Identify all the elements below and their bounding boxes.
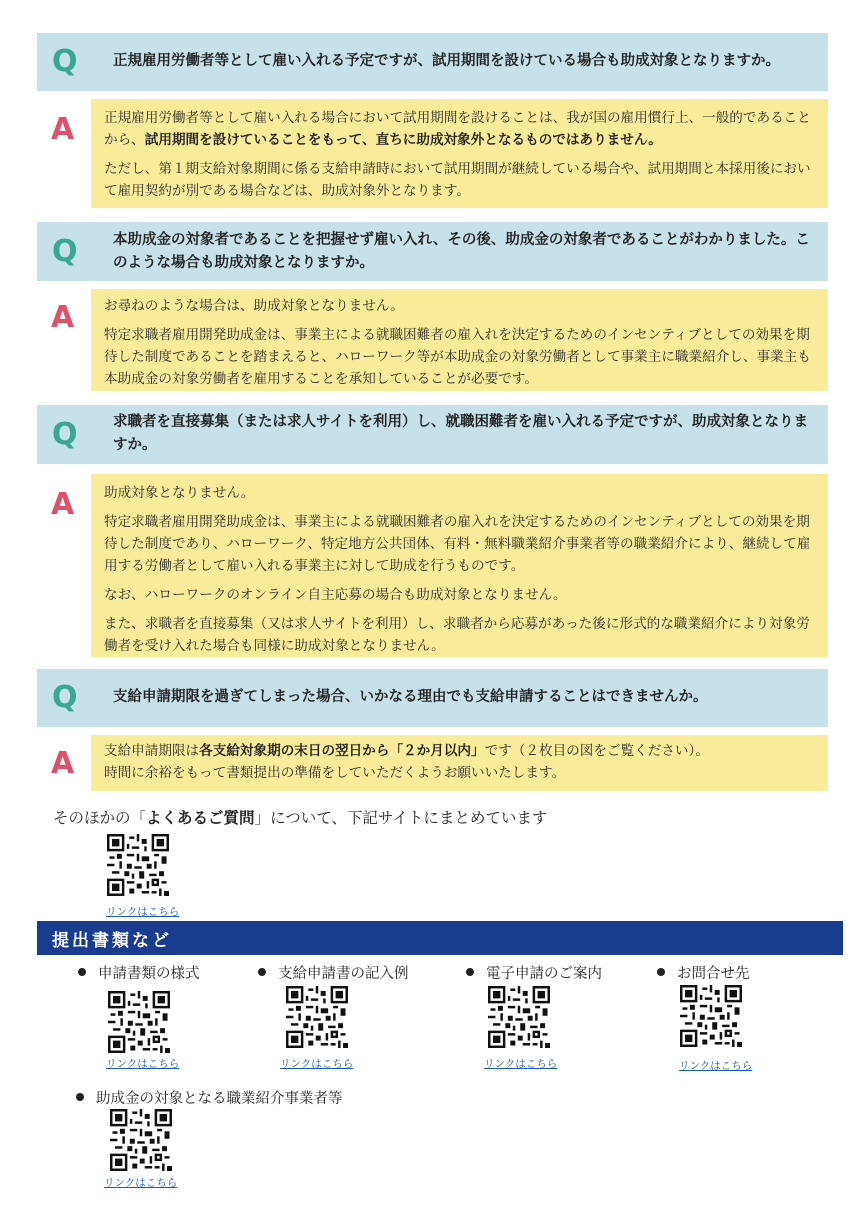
other-faq-post: 」について、下記サイトにまとめています — [254, 809, 548, 827]
answer-2-text: お尋ねのような場合は、助成対象となりません。 — [104, 298, 404, 314]
bullet-icon — [657, 968, 665, 976]
q-icon: Q — [52, 680, 78, 715]
bullet-icon — [78, 968, 86, 976]
doc-item-agencies-link[interactable]: リンクはこちら — [104, 1177, 178, 1189]
doc-item-contact-text: お問合せ先 — [677, 966, 750, 982]
answer-3-note-2: また、求職者を直接募集（又は求人サイトを利用）し、求職者から応募があった後に形式的な職業紹介により対象労働者を受け入れた場合も同様に助成対象となりません。 — [104, 616, 810, 654]
q-icon: Q — [52, 44, 78, 79]
answer-3-note-1: なお、ハローワークのオンライン自主応募の場合も助成対象となりません。 — [104, 587, 567, 603]
question-4: 支給申請期限を過ぎてしまった場合、いかなる理由でも支給申請することはできませんか。 — [113, 689, 708, 705]
other-faq-pre: そのほかの「 — [53, 809, 147, 827]
doc-item-example-text: 支給申請書の記入例 — [278, 966, 409, 982]
doc-item-forms-text: 申請書類の様式 — [98, 966, 200, 982]
answer-1-text: 正規雇用労働者等として雇い入れる場合において試用期間を設けることは、我が国の雇用慣行上、一般的であることから、 — [104, 110, 811, 148]
answer-3-text: 助成対象となりません。 — [104, 485, 255, 501]
a-icon: A — [51, 487, 75, 522]
doc-item-example-link[interactable]: リンクはこちら — [280, 1058, 354, 1070]
doc-item-eapp-link[interactable]: リンクはこちら — [484, 1058, 558, 1070]
q-icon: Q — [52, 234, 78, 269]
doc-item-forms-link[interactable]: リンクはこちら — [106, 1058, 180, 1070]
doc-item-agencies-label — [76, 1087, 343, 1108]
qr-code-icon[interactable] — [110, 1109, 172, 1171]
answer-2-detail: 特定求職者雇用開発助成金は、事業主による就職困難者の雇入れを決定するためのインセンティブとしての効果を期待した制度であることを踏まえると、ハローワーク等が本助成金の対象労働者として事業主に職業紹介し、事業主も本助成金の対象労働者を雇用することを承知していることが必要です。 — [104, 327, 811, 387]
doc-item-contact-link[interactable]: リンクはこちら — [679, 1060, 753, 1072]
other-faq-bold: よくあるご質問 — [146, 809, 255, 827]
bullet-icon — [76, 1093, 84, 1101]
answer-1-emphasis: 試用期間を設けていることをもって、直ちに助成対象外となるものではありません。 — [144, 132, 662, 148]
answer-1 — [104, 107, 820, 209]
answer-1-note: ただし、第１期支給対象期間に係る支給申請時において試用期間が継続している場合や、試用期間と本採用後において雇用契約が別である場合などは、助成対象外となります。 — [104, 161, 811, 199]
qr-code-icon[interactable] — [286, 986, 348, 1048]
qr-code-icon[interactable] — [680, 985, 742, 1047]
doc-item-forms-label — [78, 962, 200, 983]
answer-4-suffix: です（２枚目の図をご覧ください）。 — [484, 743, 709, 759]
doc-item-agencies-text: 助成金の対象となる職業紹介事業者等 — [96, 1091, 343, 1107]
qr-code-icon[interactable] — [108, 991, 170, 1053]
section-title: 提出書類など — [52, 931, 172, 951]
doc-item-contact-label — [657, 962, 750, 983]
answer-3-detail: 特定求職者雇用開発助成金は、事業主による就職困難者の雇入れを決定するためのインセンティブとしての効果を期待した制度であり、ハローワーク、特定地方公共団体、有料・無料職業紹介事業者等の職業紹介により、継続して雇用する労働者として雇い入れる事業主に対して助成を行うものです。 — [104, 514, 811, 574]
answer-4-note: 時間に余裕をもって書類提出の準備をしていただくようお願いいたします。 — [104, 765, 566, 781]
answer-4 — [104, 740, 820, 784]
qr-code-icon[interactable] — [488, 986, 550, 1048]
qr-code-icon[interactable] — [107, 834, 169, 896]
answer-4-emphasis: 各支給対象期の末日の翌日から「２か月以内」 — [199, 743, 485, 759]
question-3: 求職者を直接募集（または求人サイトを利用）し、就職困難者を雇い入れる予定ですが、助成対象となりますか。 — [113, 414, 808, 453]
a-icon: A — [51, 746, 75, 781]
question-1: 正規雇用労働者等として雇い入れる予定ですが、試用期間を設けている場合も助成対象となりますか。 — [113, 53, 780, 69]
faq-link[interactable]: リンクはこちら — [106, 906, 180, 918]
a-icon: A — [51, 112, 75, 147]
q-icon: Q — [52, 417, 78, 452]
doc-item-eapp-text: 電子申請のご案内 — [486, 966, 602, 982]
bullet-icon — [258, 968, 266, 976]
other-faq-text — [53, 806, 547, 828]
bullet-icon — [466, 968, 474, 976]
answer-4-text: 支給申請期限は — [104, 743, 200, 759]
question-2: 本助成金の対象者であることを把握せず雇い入れ、その後、助成金の対象者であることがわかりました。このような場合も助成対象となりますか。 — [113, 232, 810, 271]
answer-2 — [104, 295, 820, 397]
doc-item-eapp-label — [466, 962, 602, 983]
answer-3 — [104, 482, 820, 664]
a-icon: A — [51, 300, 75, 335]
doc-item-example-label — [258, 962, 409, 983]
